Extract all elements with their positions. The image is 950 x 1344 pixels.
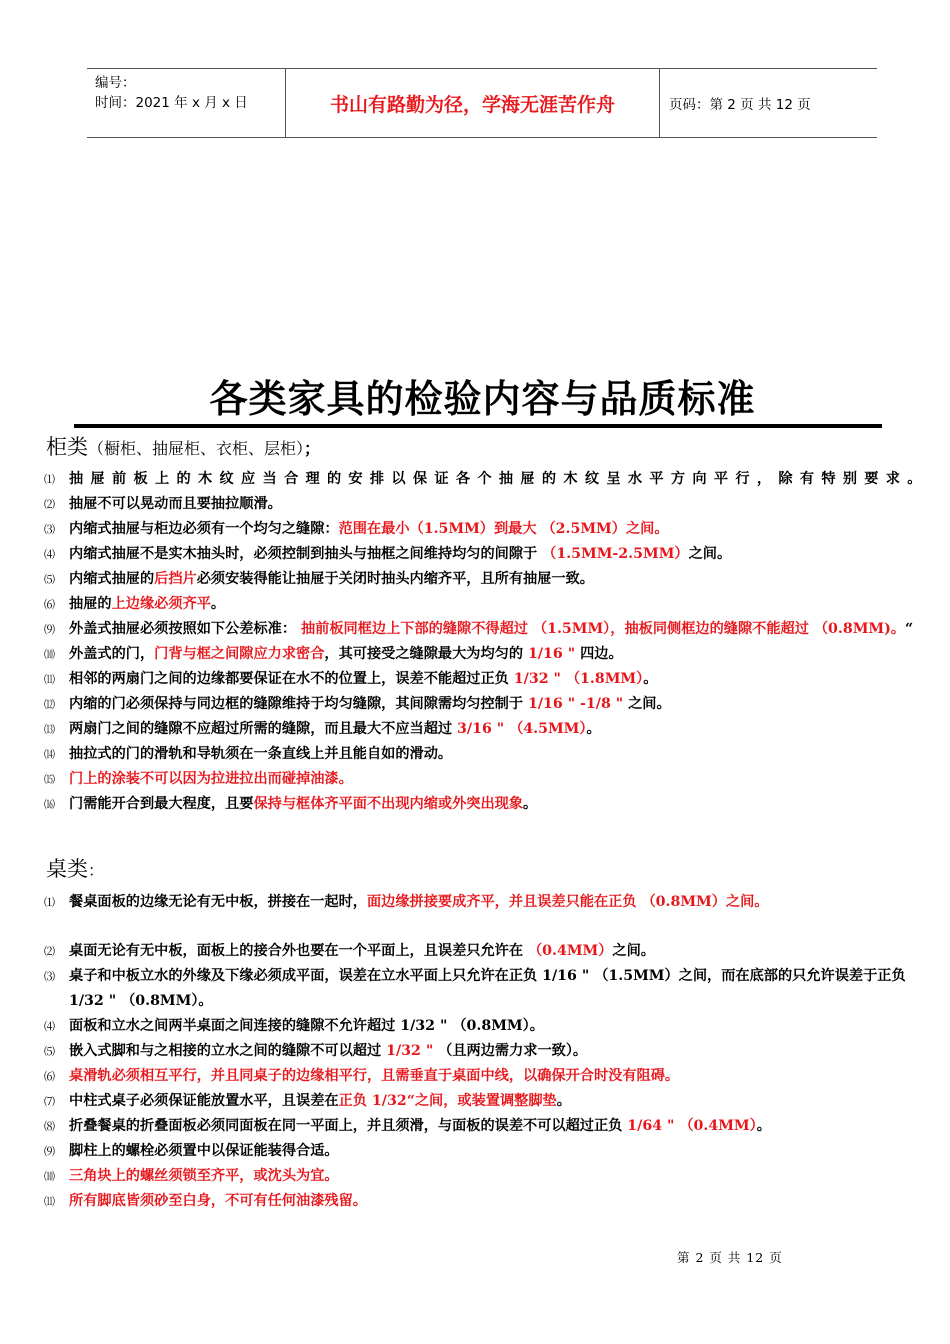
item-text: 之间。 — [688, 546, 732, 562]
item-number: ⑼ — [44, 623, 55, 636]
table-heading — [46, 853, 104, 883]
item-text: 两扇门之间的缝隙不应超过所需的缝隙，而且最大不应当超过 — [69, 721, 458, 737]
list-item — [44, 1064, 924, 1089]
highlight-text: 所有脚底皆须砂至白身，不可有任何油漆残留。 — [69, 1193, 367, 1209]
item-text: 。 — [586, 721, 601, 737]
time-label: 时间：2021 年 x 月 x 日 — [95, 95, 248, 111]
table-items — [44, 890, 924, 1214]
item-text: 。 — [643, 671, 658, 687]
list-item — [44, 1139, 924, 1164]
list-item — [44, 1114, 924, 1139]
list-item — [44, 1014, 924, 1039]
header-table — [87, 68, 877, 138]
item-text: 面板和立水之间两半桌面之间连接的缝隙不允许超过 1/32 " （0.8MM）。 — [69, 1018, 544, 1034]
list-item — [44, 767, 924, 792]
highlight-text: 1/16 " -1/8 " — [527, 696, 624, 712]
page-label: 页码：第 2 页 共 12 页 — [669, 97, 811, 113]
list-item — [44, 1164, 924, 1189]
item-text: ，其可接受之缝隙最大为均匀的 — [324, 646, 528, 662]
item-text: 。 — [210, 596, 226, 612]
cabinet-heading-tail: ； — [304, 439, 321, 458]
item-number: ⑷ — [44, 548, 55, 561]
table-heading-tail: ： — [88, 861, 105, 880]
highlight-text: 1/32 " — [386, 1043, 434, 1059]
number-label: 编号： — [95, 75, 136, 91]
item-number: ⑺ — [44, 1095, 55, 1108]
item-text: 。 — [523, 796, 538, 812]
item-text: 必须安装得能让抽屉于关闭时抽头内缩齐平，且所有抽屉一致。 — [196, 571, 594, 587]
item-text: 抽屉前板上的木纹应当合理的安排以保证各个抽屉的木纹呈水平方向平行，除有特别要求。 — [69, 471, 924, 487]
item-number: ⑷ — [44, 1020, 55, 1033]
item-text: 抽屉不可以晃动而且要抽拉顺滑。 — [69, 496, 282, 512]
cabinet-heading — [46, 431, 320, 461]
item-text: “ — [905, 621, 914, 637]
list-item — [44, 542, 924, 567]
item-text: 内缩式抽屉与柜边必须有一个均匀之缝隙： — [69, 521, 339, 537]
list-item — [44, 1089, 924, 1114]
list-item — [44, 592, 924, 617]
highlight-text: 门背与框之间隙应力求密合 — [154, 646, 325, 662]
table-heading-main: 桌类 — [46, 857, 88, 881]
list-item — [44, 642, 924, 667]
item-number: ⒂ — [44, 773, 55, 786]
item-text: 门需能开合到最大程度，且要 — [69, 796, 254, 812]
document-title: 各类家具的检验内容与品质标准 — [209, 377, 756, 421]
list-item — [44, 1189, 924, 1214]
item-number: ⒃ — [44, 798, 55, 811]
list-item — [44, 667, 924, 692]
page-footer: 第 2 页 共 12 页 — [677, 1250, 783, 1265]
item-text: 内缩的门必须保持与同边框的缝隙维持于均匀缝隙，其间隙需均匀控制于 — [69, 696, 528, 712]
item-text: 脚柱上的螺栓必须置中以保证能装得合适。 — [69, 1143, 339, 1159]
item-text: 。 — [756, 1118, 771, 1134]
highlight-text: 后挡片 — [154, 571, 197, 587]
list-item — [44, 467, 924, 492]
highlight-text: 门上的涂装不可以因为拉进拉出而碰掉油漆。 — [69, 771, 353, 787]
highlight-text: 1/16 " — [527, 646, 576, 662]
highlight-text: 范围在最小（1.5MM）到最大 （2.5MM）之间。 — [338, 521, 669, 537]
item-number: ⑼ — [44, 1145, 55, 1158]
item-number: ⑶ — [44, 523, 55, 536]
item-text: 桌面无论有无中板，面板上的接合外也要在一个平面上，且误差只允许在 — [69, 943, 528, 959]
cabinet-heading-main: 柜类 — [46, 435, 88, 459]
list-item — [44, 742, 924, 767]
list-item — [44, 567, 924, 592]
highlight-text: 保持与框体齐平面不出现内缩或外突出现象 — [253, 796, 524, 812]
list-item — [44, 617, 924, 642]
highlight-text: （0.4MM） — [527, 943, 613, 959]
item-text: 之间。 — [623, 696, 671, 712]
item-text: 桌子和中板立水的外缘及下缘必须成平面，误差在立水平面上只允许在正负 1/16 " （1.5MM）之间，而在底部的只允许误差于正负 1/32 " （0.8MM）。 — [69, 968, 906, 1009]
item-number: ⑹ — [44, 598, 55, 611]
list-item — [44, 492, 924, 517]
item-text: 之间。 — [612, 943, 655, 959]
item-text: 相邻的两扇门之间的边缘都要保证在水不的位置上，误差不能超过正负 — [69, 671, 514, 687]
item-text: 外盖式抽屉必须按照如下公差标准： — [69, 621, 301, 637]
list-item — [44, 692, 924, 717]
item-text: （且两边需力求一致）。 — [433, 1043, 588, 1059]
item-text: 。 — [556, 1093, 571, 1109]
item-number: ⑸ — [44, 573, 55, 586]
item-text: 折叠餐桌的折叠面板必须同面板在同一平面上，并且须滑，与面板的误差不可以超过正负 — [69, 1118, 628, 1134]
item-number: ⑾ — [44, 673, 55, 686]
item-number: ⑴ — [44, 896, 55, 909]
item-number: ⑽ — [44, 1170, 55, 1183]
list-item — [44, 1039, 924, 1064]
highlight-text: 桌滑轨必须相互平行，并且同桌子的边缘相平行，且需垂直于桌面中线，以确保开合时没有阻碍。 — [69, 1068, 680, 1084]
highlight-text: （1.5MM-2.5MM） — [542, 546, 689, 562]
item-number: ⑾ — [44, 1195, 55, 1208]
item-text: 抽屉的 — [69, 596, 112, 612]
cabinet-items — [44, 467, 924, 817]
highlight-text: 1/64 " （0.4MM） — [627, 1118, 757, 1134]
item-number: ⑸ — [44, 1045, 55, 1058]
item-number: ⑹ — [44, 1070, 55, 1083]
header-left-cell — [87, 69, 286, 137]
list-item — [44, 939, 924, 964]
item-text: 抽拉式的门的滑轨和导轨须在一条直线上并且能自如的滑动。 — [69, 746, 453, 762]
motto: 书山有路勤为径，学海无涯苦作舟 — [286, 69, 660, 137]
item-number: ⑽ — [44, 648, 55, 661]
item-text: 中柱式桌子必须保证能放置水平，且误差在 — [69, 1093, 339, 1109]
item-number: ⑶ — [44, 970, 55, 983]
highlight-text: 1/32 " （1.8MM） — [513, 671, 644, 687]
item-number: ⑴ — [44, 473, 58, 486]
item-number: ⒀ — [44, 723, 55, 736]
highlight-text: 3/16 " （4.5MM） — [457, 721, 587, 737]
list-item — [44, 792, 924, 817]
list-item — [44, 890, 924, 915]
item-text: 嵌入式脚和与之相接的立水之间的缝隙不可以超过 — [69, 1043, 387, 1059]
list-item — [44, 964, 924, 1014]
item-text: 内缩式抽屉不是实木抽头时，必须控制到抽头与抽框之间维持均匀的间隙于 — [69, 546, 543, 562]
item-number: ⑵ — [44, 498, 55, 511]
highlight-text: 面边缘拼接要成齐平，并且误差只能在正负 （0.8MM）之间。 — [366, 894, 769, 910]
title-underline — [74, 424, 882, 428]
highlight-text: 三角块上的螺丝须锁至齐平，或沈头为宜。 — [69, 1168, 339, 1184]
list-item — [44, 517, 924, 542]
item-number: ⒁ — [44, 748, 55, 761]
cabinet-heading-sub: （橱柜、抽屉柜、衣柜、层柜） — [88, 439, 305, 458]
item-number: ⑿ — [44, 698, 55, 711]
highlight-text: 上边缘必须齐平 — [111, 596, 211, 612]
list-item — [44, 717, 924, 742]
item-text: 四边。 — [575, 646, 623, 662]
item-number: ⑻ — [44, 1120, 55, 1133]
highlight-text: 抽前板同框边上下部的缝隙不得超过 （1.5MM），抽板同侧框边的缝隙不能超过 （0.8MM)。 — [300, 621, 906, 637]
highlight-text: 正负 1/32“之间，或装置调整脚垫 — [338, 1093, 557, 1109]
item-text: 外盖式的门， — [69, 646, 155, 662]
item-number: ⑵ — [44, 945, 55, 958]
item-text: 内缩式抽屉的 — [69, 571, 155, 587]
item-text: 餐桌面板的边缘无论有无中板，拼接在一起时， — [69, 894, 367, 910]
